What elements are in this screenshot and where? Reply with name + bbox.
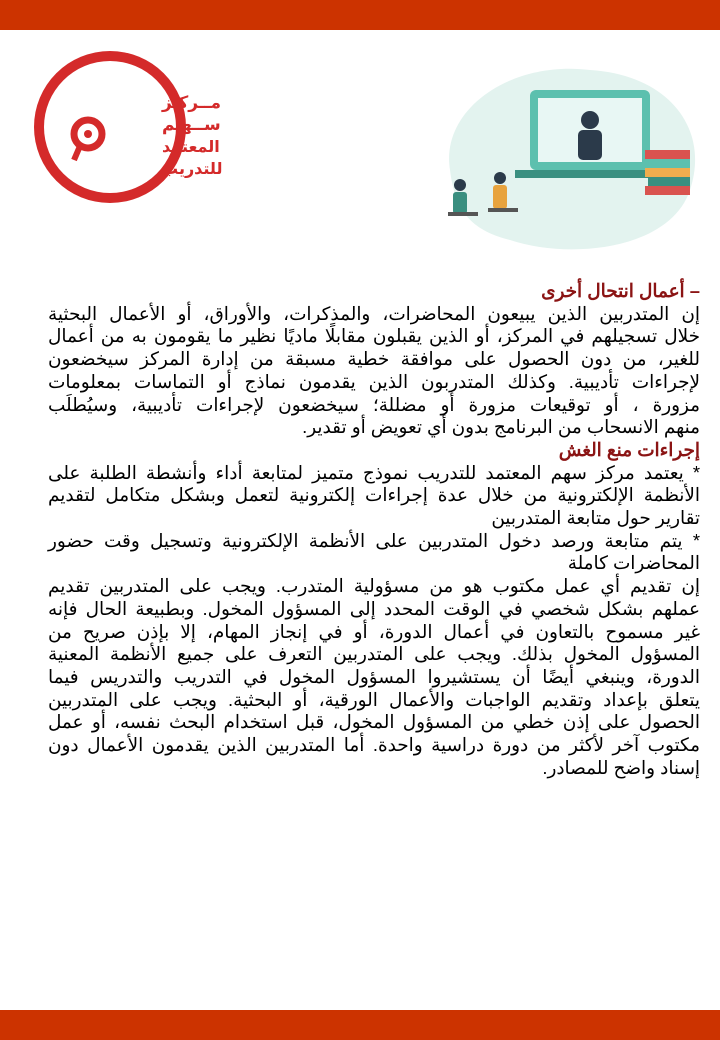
text-line: إسناد واضح للمصادر. <box>542 756 700 778</box>
svg-text:مــركـز: مــركـز <box>162 93 221 113</box>
online-training-illustration <box>420 50 710 260</box>
top-bar <box>0 0 720 30</box>
text-line: الحصول على إذن خطي من المسؤول المخول، قبل استخدام البحث نفسه، أو عمل <box>48 711 700 733</box>
text-line: تقارير حول متابعة المتدربين <box>491 507 700 529</box>
text-line: مكتوب آخر لأكثر من دورة دراسية واحدة. أما المتدربين الذين يقدمون الأعمال دون <box>48 734 700 756</box>
text-line: يتعلق بإعداد وتقديم الواجبات والأعمال الورقية، أو البحثية. ويجب على المتدربين <box>48 688 700 710</box>
text-line: لإجراءات تأديبية. وكذلك المتدربون الذين يقدمون نماذج أو التماسات بمعلومات <box>48 370 700 392</box>
text-line: منهم الانسحاب من البرنامج بدون أي تعويض أو تقدير. <box>302 416 700 438</box>
section-plagiarism <box>48 280 700 439</box>
text-line: إن تقديم أي عمل مكتوب هو من مسؤولية المتدرب. ويجب على المتدربين تقديم <box>48 575 700 597</box>
text-line: خلال تسجيلهم في المركز، أو الذين يقبلون مقابلًا ماديًا نظير ما يقومون به من أعمال <box>48 325 700 347</box>
svg-text:المعتمد: المعتمد <box>162 137 220 156</box>
svg-text:ســهـم: ســهـم <box>162 115 221 135</box>
bottom-bar <box>0 1010 720 1040</box>
text-line: مزورة ، أو توقيعات مزورة أو مضللة؛ سيخضعون لإجراءات تأديبية، وسيُطلَب <box>48 393 700 415</box>
section-heading: إجراءات منع الغش <box>558 438 700 460</box>
text-line: عملهم بشكل شخصي في الوقت المحدد إلى المسؤول المخول. وبطبيعة الحال فإنه <box>48 597 700 619</box>
section-heading: – أعمال انتحال أخرى <box>541 280 700 301</box>
text-line: المسؤول المخول بذلك. ويجب على المتدربين التعرف على جميع الأنظمة المعنية <box>48 643 700 665</box>
text-line: الدورة، وينبغي أيضًا أن يستشيروا المسؤول المخول في التدريب والتدريس فيما <box>48 665 700 687</box>
section-anti-cheating <box>48 439 700 780</box>
text-line: الأنظمة الإلكترونية من خلال عدة إجراءات إلكترونية لتعمل وبشكل متكامل لتقديم <box>48 484 700 506</box>
text-line: * يتم متابعة ورصد دخول المتدربين على الأنظمة الإلكترونية وتسجيل وقت حضور <box>48 529 700 551</box>
svg-text:للتدريب: للتدريب <box>162 159 223 178</box>
text-line: إن المتدربين الذين يبيعون المحاضرات، والمذكرات، والأوراق، أو الأعمال البحثية <box>48 302 700 324</box>
text-line: * يعتمد مركز سهم المعتمد للتدريب نموذج متميز لمتابعة أداء وأنشطة الطلبة على <box>48 461 700 483</box>
text-line: غير مسموح بالتعاون في أعمال الدورة، أو في إنجاز المهام، إلا بإذن صريح من <box>48 620 700 642</box>
text-line: للغير، من دون الحصول على موافقة خطية مسبقة من إدارة المركز سيخضعون <box>48 348 700 370</box>
text-line: المحاضرات كاملة <box>567 552 700 574</box>
center-logo <box>30 42 223 222</box>
document-body <box>48 280 700 779</box>
